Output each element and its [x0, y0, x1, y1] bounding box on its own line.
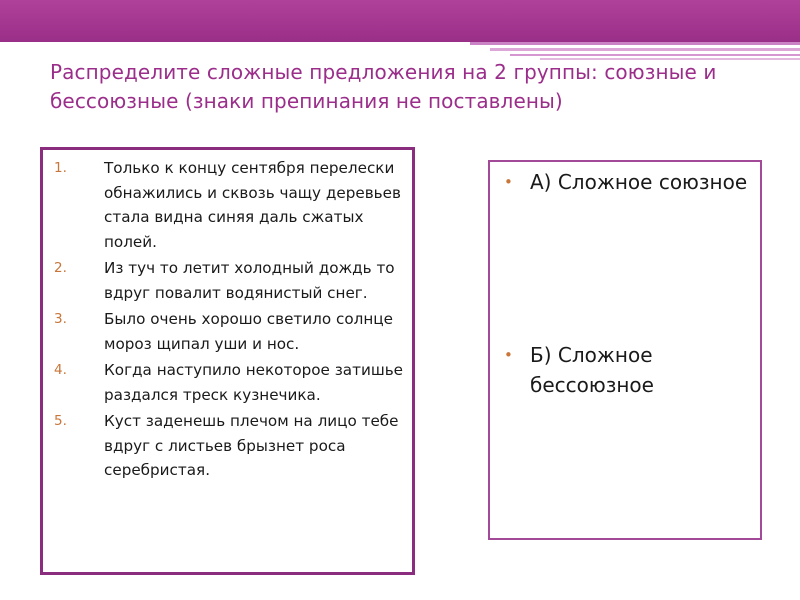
sentences-panel — [40, 147, 415, 575]
sentence-text: Из туч то летит холодный дождь то вдруг повалит водянистый снег. — [104, 259, 395, 302]
decorative-stripe — [510, 54, 800, 56]
decorative-stripe — [470, 42, 800, 45]
sentence-text: Куст заденешь плечом на лицо тебе вдруг с листьев брызнет роса серебристая. — [104, 412, 399, 479]
bullet-icon: • — [504, 173, 513, 191]
sentence-item — [43, 307, 412, 356]
groups-panel — [488, 160, 762, 540]
bullet-icon: • — [504, 346, 513, 364]
sentence-number: 3. — [54, 311, 67, 327]
group-label: А) Сложное союзное — [530, 170, 748, 194]
slide-title: Распределите сложные предложения на 2 группы: союзные и бессоюзные (знаки препинания не поставлены) — [50, 60, 717, 113]
header-band — [0, 0, 800, 42]
sentence-number: 5. — [54, 413, 67, 429]
sentence-item — [43, 358, 412, 407]
sentence-number: 4. — [54, 362, 67, 378]
sentences-list — [43, 156, 412, 485]
sentence-item — [43, 409, 412, 483]
group-option-asyndetic — [504, 340, 754, 400]
sentence-item — [43, 256, 412, 305]
decorative-stripe — [490, 48, 800, 51]
group-option-conjunctive — [504, 167, 754, 197]
sentence-number: 2. — [54, 260, 67, 276]
sentence-text: Только к концу сентября перелески обнажились и сквозь чащу деревьев стала видна синяя даль сжатых полей. — [104, 159, 401, 251]
sentence-text: Когда наступило некоторое затишье раздался треск кузнечика. — [104, 361, 404, 404]
group-label: Б) Сложное бессоюзное — [530, 343, 654, 397]
sentence-item — [43, 156, 412, 254]
sentence-text: Было очень хорошо светило солнце мороз щипал уши и нос. — [104, 310, 393, 353]
sentence-number: 1. — [54, 160, 67, 176]
